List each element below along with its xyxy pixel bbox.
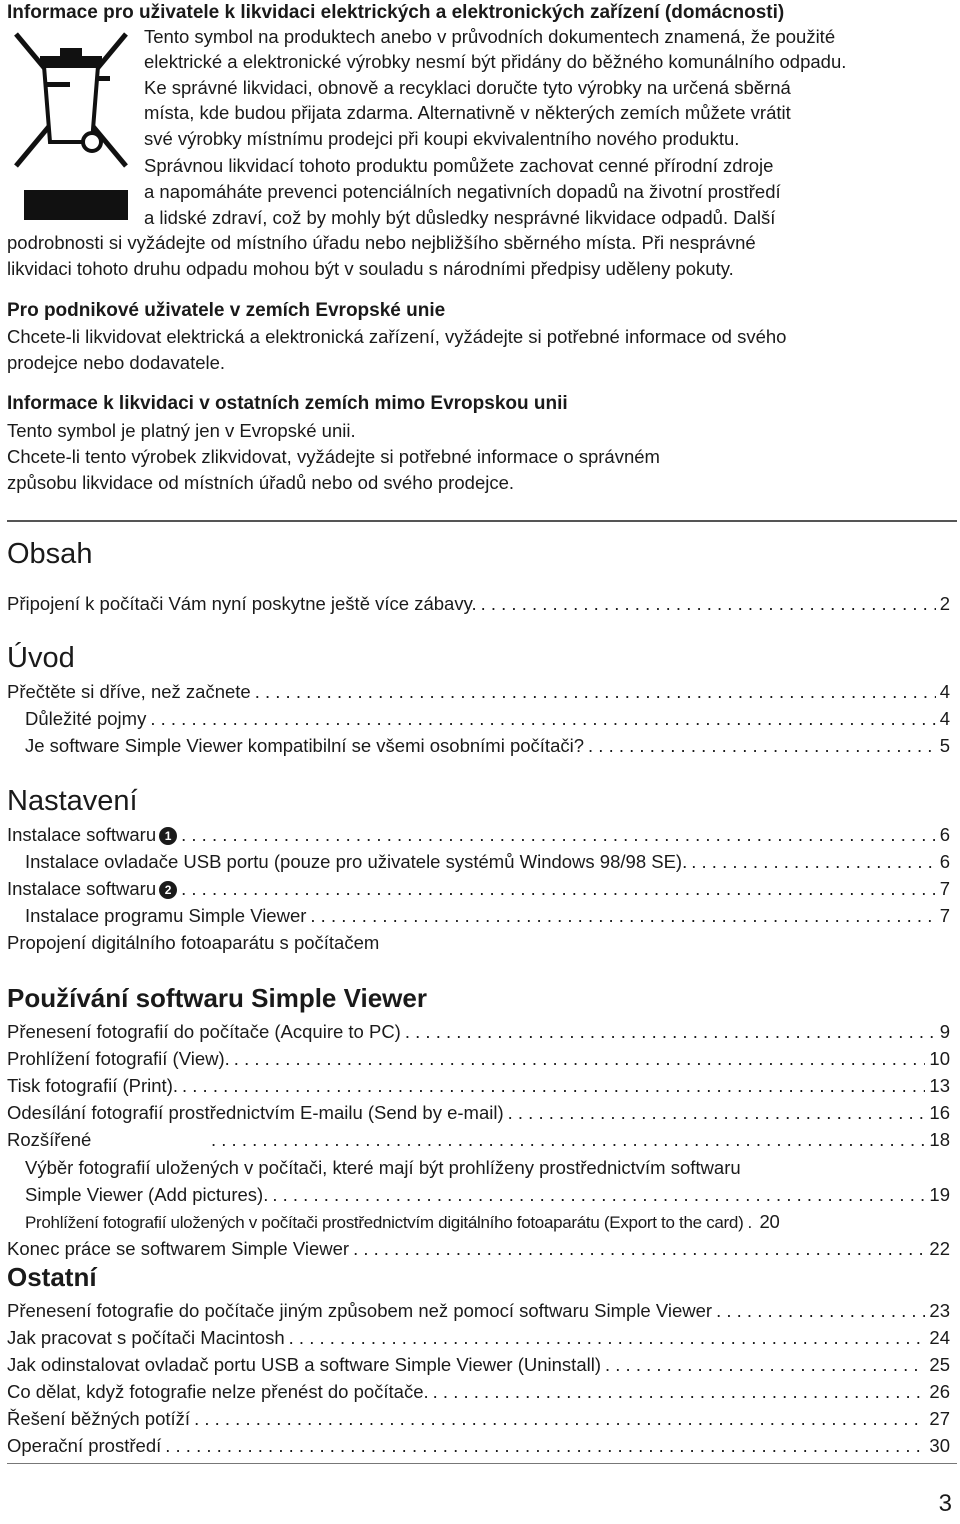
toc-entry-text: Prohlížení fotografií uložených v počítači prostřednictvím digitálního fotoaparátu (Export to the card) — [25, 1213, 744, 1232]
eu-business-line: prodejce nebo dodavatele. — [7, 352, 226, 373]
toc-entry-text: Instalace programu Simple Viewer — [25, 905, 307, 926]
toc-entry[interactable] — [25, 1152, 950, 1179]
toc-entry-text: Simple Viewer (Add pictures). — [25, 1184, 269, 1205]
toc-leader — [405, 1021, 936, 1043]
toc-leader — [310, 905, 935, 927]
toc-entry[interactable] — [25, 1179, 950, 1206]
non-eu-heading: Informace k likvidaci v ostatních zemích mimo Evropskou unii — [7, 393, 568, 414]
toc-entry-text: Přenesení fotografie do počítače jiným způsobem než pomocí softwaru Simple Viewer — [7, 1300, 713, 1321]
toc-page: 30 — [929, 1435, 950, 1456]
step-badge: 1 — [159, 827, 177, 845]
toc-leader — [747, 1213, 755, 1233]
disposal-line: Ke správné likvidaci, obnově a recyklaci doručte tyto výrobky na určená sběrná — [144, 77, 791, 98]
toc-page: 9 — [939, 1021, 950, 1042]
toc-leader — [481, 593, 936, 615]
toc-entry[interactable] — [7, 1349, 950, 1376]
toc-leader — [182, 1075, 925, 1097]
toc-entry[interactable] — [7, 927, 950, 954]
toc-entry-text: Přenesení fotografií do počítače (Acquire to PC) — [7, 1021, 401, 1042]
toc-leader — [181, 824, 936, 846]
toc-entry-text: Důležité pojmy — [25, 708, 147, 729]
toc-entry[interactable] — [7, 1430, 950, 1457]
disposal-line: podrobnosti si vyžádejte od místního úřadu nebo nejbližšího sběrného místa. Při nesprávné — [7, 232, 756, 253]
toc-leader — [234, 1048, 926, 1070]
disposal-line: a lidské zdraví, což by mohly být důsledky nesprávné likvidace odpadů. Další — [144, 207, 776, 228]
toc-page: 6 — [939, 851, 950, 872]
disposal-line: a napomáháte prevenci potenciálních negativních dopadů na životní prostředí — [144, 181, 781, 202]
eu-business-heading: Pro podnikové uživatele v zemích Evropské unie — [7, 300, 446, 321]
non-eu-line: Tento symbol je platný jen v Evropské unii. — [7, 420, 356, 441]
toc-entry[interactable] — [7, 819, 950, 846]
toc-entry[interactable] — [7, 588, 950, 615]
toc-leader — [150, 708, 935, 730]
toc-entry-text: Rozšířené — [7, 1129, 92, 1150]
toc-page: 18 — [929, 1129, 950, 1150]
toc-page: 7 — [939, 905, 950, 926]
toc-leader — [691, 851, 935, 873]
toc-entry-text: Přečtěte si dříve, než začnete — [7, 681, 251, 702]
toc-page: 5 — [939, 735, 950, 756]
toc-page: 2 — [939, 593, 950, 614]
toc-entry[interactable] — [7, 1233, 950, 1260]
toc-leader — [272, 1184, 925, 1206]
toc-entry-text: Je software Simple Viewer kompatibilní se všemi osobními počítači? — [25, 735, 585, 756]
black-bar — [24, 190, 128, 220]
footer-divider — [7, 1463, 957, 1464]
toc-leader — [433, 1381, 926, 1403]
toc-leader — [588, 735, 936, 757]
toc-entry[interactable] — [25, 1206, 950, 1233]
toc-title: Obsah — [7, 538, 93, 570]
toc-entry[interactable] — [7, 873, 950, 900]
toc-leader — [605, 1354, 925, 1376]
toc-leader — [353, 1238, 925, 1260]
toc-page: 13 — [929, 1075, 950, 1096]
section-divider — [7, 520, 957, 522]
toc-entry[interactable] — [25, 846, 950, 873]
toc-page: 19 — [929, 1184, 950, 1205]
toc-entry[interactable] — [7, 1097, 950, 1124]
disposal-line: místa, kde budou přijata zdarma. Alternativně v některých zemích můžete vrátit — [144, 102, 791, 123]
toc-entry-text: Instalace softwaru 1 — [7, 824, 177, 846]
toc-page: 6 — [939, 824, 950, 845]
toc-page: 20 — [759, 1211, 780, 1232]
step-badge: 2 — [159, 881, 177, 899]
toc-page: 26 — [929, 1381, 950, 1402]
toc-entry-text: Instalace ovladače USB portu (pouze pro uživatele systémů Windows 98/98 SE). — [25, 851, 688, 872]
toc-entry[interactable] — [7, 1016, 950, 1043]
toc-leader — [716, 1300, 925, 1322]
toc-entry-text: Co dělat, když fotografie nelze přenést do počítače. — [7, 1381, 429, 1402]
toc-page: 16 — [929, 1102, 950, 1123]
toc-entry[interactable] — [25, 730, 950, 757]
toc-page: 22 — [929, 1238, 950, 1259]
toc-entry[interactable] — [7, 1043, 950, 1070]
toc-entry-text: Instalace softwaru 2 — [7, 878, 177, 900]
toc-entry[interactable] — [25, 703, 950, 730]
toc-page: 4 — [939, 708, 950, 729]
toc-page: 23 — [929, 1300, 950, 1321]
toc-page: 4 — [939, 681, 950, 702]
toc-entry-text: Jak odinstalovat ovladač portu USB a software Simple Viewer (Uninstall) — [7, 1354, 601, 1375]
crossed-bin-icon — [10, 30, 132, 170]
toc-entry-text: Jak pracovat s počítači Macintosh — [7, 1327, 285, 1348]
toc-page: 10 — [929, 1048, 950, 1069]
non-eu-line: způsobu likvidace od místních úřadů nebo od svého prodejce. — [7, 472, 515, 493]
toc-section-heading: Úvod — [7, 642, 75, 674]
toc-entry-text: Připojení k počítači Vám nyní poskytne ještě více zábavy. — [7, 593, 477, 614]
toc-leader — [255, 681, 936, 703]
toc-entry[interactable] — [7, 1403, 950, 1430]
toc-leader — [194, 1408, 925, 1430]
eu-business-line: Chcete-li likvidovat elektrická a elektronická zařízení, vyžádejte si potřebné informace od svého — [7, 326, 787, 347]
toc-section-heading: Ostatní — [7, 1262, 97, 1292]
toc-entry-text: Prohlížení fotografií (View). — [7, 1048, 230, 1069]
toc-entry-text: Propojení digitálního fotoaparátu s počítačem — [7, 932, 380, 953]
toc-entry[interactable] — [25, 900, 950, 927]
toc-entry[interactable] — [7, 1070, 950, 1097]
toc-page: 25 — [929, 1354, 950, 1375]
disposal-line: Správnou likvidací tohoto produktu pomůžete zachovat cenné přírodní zdroje — [144, 155, 774, 176]
toc-entry[interactable] — [7, 1376, 950, 1403]
disposal-line: likvidaci tohoto druhu odpadu mohou být v souladu s národními předpisy uděleny pokuty. — [7, 258, 734, 279]
toc-entry[interactable] — [7, 1295, 950, 1322]
toc-entry-text: Konec práce se softwarem Simple Viewer — [7, 1238, 350, 1259]
page-number: 3 — [938, 1490, 952, 1517]
toc-entry-text: Operační prostředí — [7, 1435, 162, 1456]
toc-entry[interactable] — [7, 676, 950, 703]
toc-page: 27 — [929, 1408, 950, 1429]
toc-leader — [211, 1129, 925, 1151]
non-eu-line: Chcete-li tento výrobek zlikvidovat, vyžádejte si potřebné informace o správném — [7, 446, 660, 467]
disposal-line: elektrické a elektronické výrobky nesmí být přidány do běžného komunálního odpadu. — [144, 51, 847, 72]
toc-entry[interactable] — [7, 1322, 950, 1349]
disposal-line: své výrobky místnímu prodejci při koupi ekvivalentního nového produktu. — [144, 128, 740, 149]
toc-entry-text: Odesílání fotografií prostřednictvím E-mailu (Send by e-mail) — [7, 1102, 504, 1123]
toc-entry-text: Řešení běžných potíží — [7, 1408, 191, 1429]
toc-leader — [165, 1435, 925, 1457]
toc-leader — [289, 1327, 926, 1349]
toc-entry-text: Tisk fotografií (Print). — [7, 1075, 178, 1096]
disposal-line: Tento symbol na produktech anebo v průvodních dokumentech znamená, že použité — [144, 26, 836, 47]
toc-page: 24 — [929, 1327, 950, 1348]
toc-entry-text: Výběr fotografií uložených v počítači, které mají být prohlíženy prostřednictvím softwaru — [25, 1157, 741, 1178]
toc-section-heading: Používání softwaru Simple Viewer — [7, 983, 427, 1013]
toc-page: 7 — [939, 878, 950, 899]
toc-leader — [181, 878, 936, 900]
toc-leader — [508, 1102, 926, 1124]
toc-entry[interactable] — [7, 1124, 950, 1151]
page-title: Informace pro uživatele k likvidaci elektrických a elektronických zařízení (domácnosti) — [7, 2, 785, 23]
toc-section-heading: Nastavení — [7, 785, 138, 817]
